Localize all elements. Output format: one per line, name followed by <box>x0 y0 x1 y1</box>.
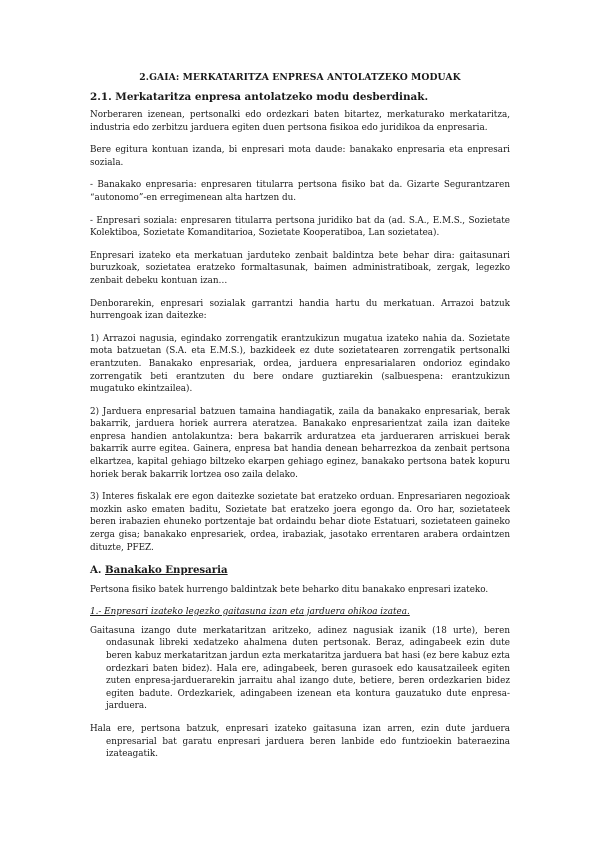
paragraph: Denborarekin, enpresari sozialak garrantzi handia hartu du merkatuan. Arrazoi batzuk hurrengoak izan daitezke: <box>90 298 510 322</box>
section-heading-a <box>90 564 510 576</box>
paragraph: Enpresari izateko eta merkatuan jarduteko zenbait baldintza bete behar dira: gaitasunari buruzkoak, sozietatea eratzeko formaltasunak, baimen administratiboak, zergak, legezko zenbait debeku kontuan izan… <box>90 250 510 286</box>
paragraph: Norberaren izenean, pertsonalki edo ordezkari baten bitartez, merkaturako merkataritza, industria edo zerbitzu jarduera egiten duen pertsona fisikoa edo juridikoa da enpresaria. <box>90 110 510 133</box>
page-title: 2.GAIA: MERKATARITZA ENPRESA ANTOLATZEKO MODUAK <box>139 72 461 83</box>
paragraph: 1) Arrazoi nagusia, egindako zorrengatik erantzukizun mugatua izateko nahia da. Sozietate mota batzuetan (S.A. eta E.M.S.), bazkideek ez dute sozietatearen zorrengatik pertsonalki erantzuten. Banakako enpresariak, ordea, jarduera enpresarialaren ondorioz egindako zorrengatik beti erantzuten du bere ondare guztiarekin (salbuespena: erantzukizun mugatuko ekintzailea). <box>90 333 510 395</box>
paragraph: Gaitasuna izango dute merkataritzan aritzeko, adinez nagusiak izanik (18 urte), beren ondasunak libreki xedatzeko ahalmena duten pertsonak. Beraz, adingabeek ezin dute beren kabuz merkataritzan jardun ezta merkataritza jarduera bat hasi (ez bere kabuz ezta ordezkari baten bidez). Hala ere, adingabeek, beren gurasoek edo kausatzaileek egiten zuten enpresa-jarduerarekin jarraitu ahal izango dute, betiere, beren ordezkarien bidez egiten badute. Ordezkariek, adingabeen izenean eta kontura gauzatuko dute enpresa-jarduera. <box>90 625 510 712</box>
paragraph: 3) Interes fiskalak ere egon daitezke sozietate bat eratzeko orduan. Enpresariaren negozioak mozkin asko ematen baditu, Sozietate bat eratzeko joera egongo da. Oro har, sozietateek beren irabazien ehuneko portzentaje bat ordaindu behar diote Estatuari, sozietateen gaineko zerga gisa; banakako enpresariek, ordea, irabaziak, jasotako errentaren arabera ordaintzen dituzte, PFEZ. <box>90 492 510 553</box>
paragraph: 2) Jarduera enpresarial batzuen tamaina handiagatik, zaila da banakako enpresariak, berak bakarrik, jarduera horiek aurrera ateratzea. Banakako enpresarientzat zaila izan daiteke enpresa handien antolakuntza: bera bakarrik arduratzea eta jardueraren arriskuei berak bakarrik aurre egitea. Gainera, enpresa bat handia denean beharrezkoa da zenbait pertsona elkartzea, kapital gehiago biltzeko ekarpen gehiago eginez, banakako pertsona batek kopuru horiek berak bakarrik lortzea oso zaila delako. <box>90 406 510 480</box>
paragraph: Hala ere, pertsona batzuk, enpresari izateko gaitasuna izan arren, ezin dute jarduera enpresarial bat garatu enpresari jarduera beren lanbide edo funtzioekin bateraezina izateagatik. <box>90 723 510 760</box>
paragraph: - Enpresari soziala: enpresaren titularra pertsona juridiko bat da (ad. S.A., E.M.S., Sozietate Kolektiboa, Sozietate Komanditarioa, Sozietate Kooperatiboa, Lan sozietatea). <box>90 215 510 239</box>
section-prefix: A. <box>90 564 105 577</box>
section-label: Banakako Enpresaria <box>105 564 228 577</box>
subheading-1: 1.- Enpresari izateko legezko gaitasuna izan eta jarduera ohikoa izatea. <box>90 606 410 617</box>
paragraph: - Banakako enpresaria: enpresaren titularra pertsona fisiko bat da. Gizarte Segurantzaren “autonomo”-en erregimenean alta hartzen du. <box>90 180 510 203</box>
section-subtitle: 2.1. Merkataritza enpresa antolatzeko modu desberdinak. <box>90 91 429 103</box>
paragraph: Bere egitura kontuan izanda, bi enpresari mota daude: banakako enpresaria eta enpresari soziala. <box>90 145 510 168</box>
paragraph: Pertsona fisiko batek hurrengo baldintzak bete beharko ditu banakako enpresari izateko. <box>90 585 489 596</box>
document-page <box>90 72 510 771</box>
